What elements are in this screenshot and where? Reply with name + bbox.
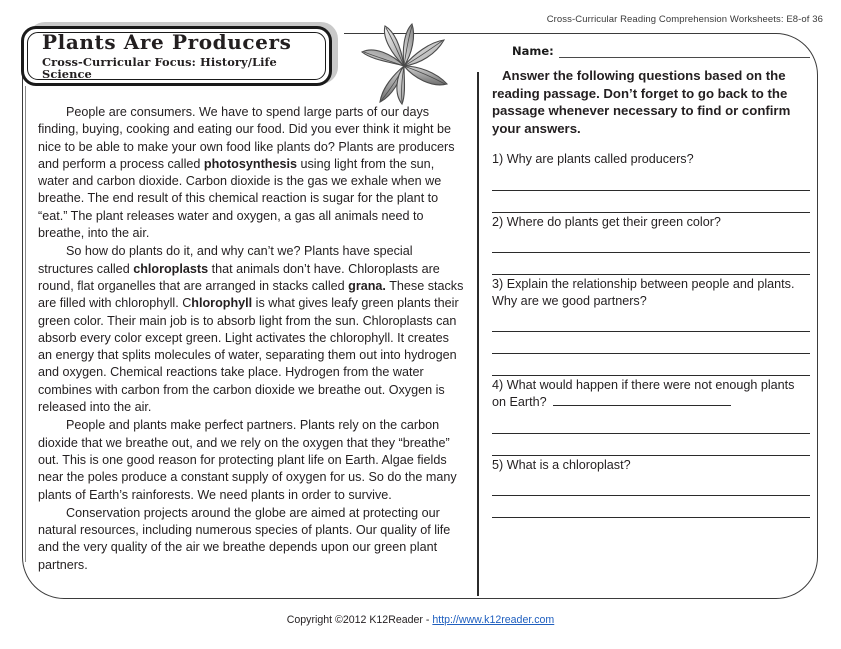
question-block — [492, 151, 810, 212]
passage-keyword: chloroplasts — [133, 261, 209, 276]
answer-line[interactable] — [492, 412, 810, 434]
question-text: 2) Where do plants get their green color? — [492, 214, 721, 229]
passage-paragraph — [38, 505, 464, 574]
questions-panel — [492, 44, 810, 519]
question-text: 4) What would happen if there were not enough plants on Earth? — [492, 378, 795, 410]
footer — [0, 614, 841, 626]
question-block — [492, 276, 810, 376]
passage-keyword: hlorophyll — [191, 296, 253, 311]
answer-line[interactable] — [492, 354, 810, 376]
reading-passage — [38, 104, 464, 575]
passage-paragraph — [38, 417, 464, 503]
questions-list — [492, 151, 810, 517]
passage-keyword: grana. — [348, 278, 386, 293]
page-subtitle: Cross-Curricular Focus: History/Life Science — [42, 54, 277, 81]
name-field-row[interactable] — [492, 44, 810, 58]
copyright-text: Copyright ©2012 K12Reader - — [286, 614, 433, 626]
question-block — [492, 457, 810, 518]
answer-line[interactable] — [492, 231, 810, 253]
answer-line[interactable] — [492, 310, 810, 332]
question-text: 5) What is a chloroplast? — [492, 457, 631, 472]
question-text: 1) Why are plants called producers? — [492, 152, 694, 167]
answer-line[interactable] — [492, 191, 810, 213]
name-input-line[interactable] — [559, 46, 810, 58]
passage-left-rule — [25, 86, 26, 562]
answer-line[interactable] — [492, 169, 810, 191]
passage-text: People are consumers. We have to spend large parts of our days finding, buying, cooking and eating our food. Did you ever think it might be nice to be able to make your own food like plants do? Plants are producers and perform a process called — [38, 105, 455, 171]
answer-line[interactable] — [492, 434, 810, 456]
passage-text: that animals don’t have. Chloroplasts are round, flat organelles that are arranged in stacks called — [38, 261, 440, 293]
passage-paragraph — [38, 243, 464, 416]
name-label: Name: — [512, 44, 554, 58]
passage-keyword: photosynthesis — [203, 156, 297, 171]
passage-text: Conservation projects around the globe are aimed at protecting our natural resources, including numerous species of plants. Our quality of life and the very quality of the air we breathe depends upon our green plant partners. — [38, 505, 451, 572]
instructions-text: Answer the following questions based on the reading passage. Don’t forget to go back to the passage whenever necessary to find or confirm your answers. — [492, 68, 791, 136]
k12reader-link[interactable]: http://www.k12reader.com — [432, 614, 555, 626]
answer-line[interactable] — [492, 332, 810, 354]
running-header: Cross-Curricular Reading Comprehension Worksheets: E8-of 36 — [546, 14, 823, 25]
answer-line[interactable] — [492, 496, 810, 518]
passage-text: using light from the sun, water and carbon dioxide. Carbon dioxide is the gas we exhale when we breathe. The end result of this chemical reaction is sugar for the plant to “eat.” The plant releases water and oxygen, a gas all animals need to breathe, into the air. — [38, 156, 442, 241]
answer-line[interactable] — [492, 474, 810, 496]
question-block — [492, 214, 810, 275]
answer-line[interactable] — [492, 253, 810, 275]
passage-text: These stacks are filled with chlorophyll. C — [38, 278, 464, 311]
passage-text: So how do plants do it, and why can’t we? Plants have special structures called — [38, 244, 413, 276]
passage-text: People and plants make perfect partners. Plants rely on the carbon dioxide that we breathe out, and we rely on the oxygen that they “breathe” out. This is one good reason for protecting plant life on Earth. Algae fields near the poles produce a constant supply of oxygen for us. So do the many plants of Earth’s rainforests. We need plants in order to survive. — [38, 418, 457, 502]
title-plaque-inner-border — [27, 29, 326, 81]
passage-paragraph — [38, 104, 464, 242]
passage-text: is what gives leafy green plants their green color. Their main job is to absorb light from the sun. Chloroplasts can absorb every color except green. Light activates the chlorophyll. It creates an energy that splits molecules of water, separating them out into hydrogen and oxygen. Chemical reactions take place. Hydrogen from the water combines with carbon from the carbon dioxide we breathe out. Oxygen is released into the air. — [38, 296, 459, 415]
question-block — [492, 377, 810, 455]
answer-line-inline[interactable] — [553, 394, 731, 406]
question-text: 3) Explain the relationship between people and plants. Why are we good partners? — [492, 276, 795, 308]
leaf-cluster-icon — [352, 16, 456, 108]
title-plaque — [21, 26, 332, 86]
column-divider — [477, 72, 479, 596]
page-title: Plants Are Producers — [42, 29, 292, 54]
